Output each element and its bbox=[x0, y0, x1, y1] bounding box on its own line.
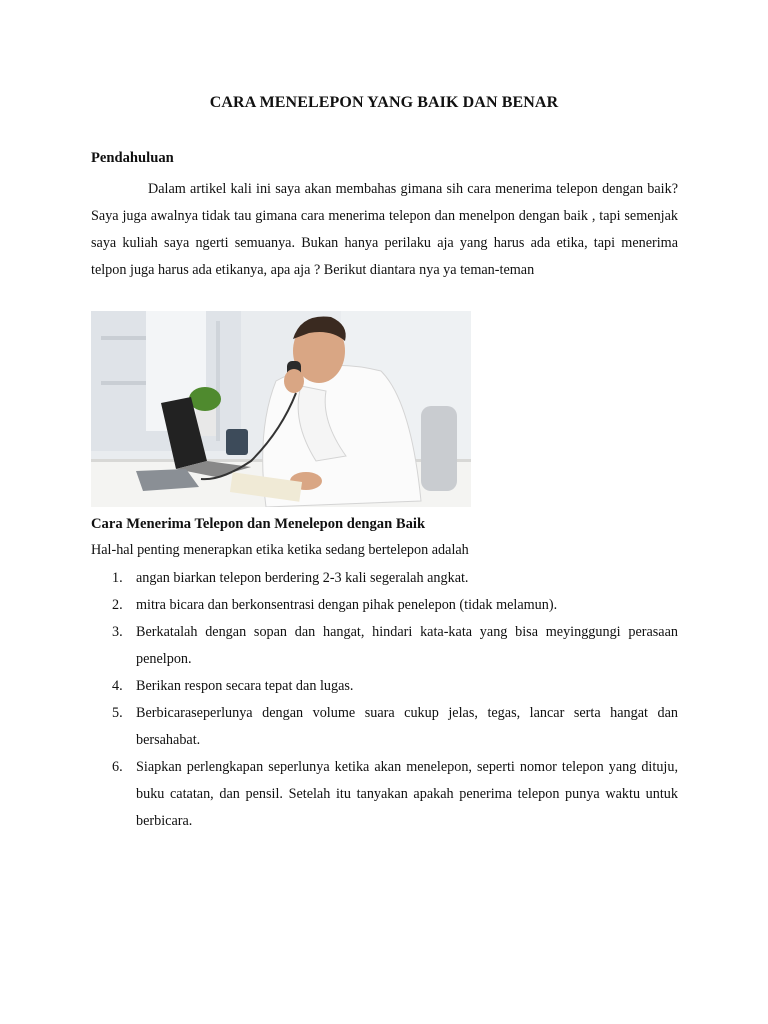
list-item bbox=[91, 592, 678, 619]
list-item bbox=[91, 700, 678, 754]
list-number: 5. bbox=[112, 705, 123, 721]
list-item-text: angan biarkan telepon berdering 2-3 kali segeralah angkat. bbox=[136, 570, 469, 586]
list-number: 2. bbox=[112, 597, 123, 613]
etiquette-list bbox=[91, 565, 678, 835]
list-item bbox=[91, 754, 678, 835]
list-item-text: Berbicaraseperlunya dengan volume suara cukup jelas, tegas, lancar serta hangat dan bersahabat. bbox=[136, 705, 678, 748]
section-heading-cara-menerima: Cara Menerima Telepon dan Menelepon dengan Baik bbox=[91, 516, 426, 532]
list-item-text: Berkatalah dengan sopan dan hangat, hindari kata-kata yang bisa meyinggungi perasaan penelpon. bbox=[136, 624, 678, 667]
section-heading-pendahuluan: Pendahuluan bbox=[91, 150, 174, 166]
list-number: 1. bbox=[112, 570, 123, 586]
intro-paragraph: Dalam artikel kali ini saya akan membahas gimana sih cara menerima telepon dengan baik? Saya juga awalnya tidak tau gimana cara menerima telepon dan menelpon dengan baik , tapi semenjak saya kuliah saya ngerti semuanya. Bukan hanya perilaku aja yang harus ada etika, tapi menerima telpon juga harus ada etikanya, apa aja ? Berikut diantara nya ya teman-teman bbox=[91, 181, 678, 278]
list-number: 3. bbox=[112, 624, 123, 640]
list-item-text: Siapkan perlengkapan seperlunya ketika akan menelepon, seperti nomor telepon yang dituju, buku catatan, dan pensil. Setelah itu tanyakan apakah penerima telepon punya waktu untuk berbicara. bbox=[136, 759, 678, 829]
list-item bbox=[91, 619, 678, 673]
man-on-phone-photo bbox=[91, 311, 471, 507]
list-number: 6. bbox=[112, 759, 123, 775]
list-item bbox=[91, 565, 678, 592]
list-intro-text: Hal-hal penting menerapkan etika ketika sedang bertelepon adalah bbox=[91, 542, 469, 558]
list-item-text: Berikan respon secara tepat dan lugas. bbox=[136, 678, 354, 694]
list-item-text: mitra bicara dan berkonsentrasi dengan pihak penelepon (tidak melamun). bbox=[136, 597, 558, 613]
list-item bbox=[91, 673, 678, 700]
list-number: 4. bbox=[112, 678, 123, 694]
document-title: CARA MENELEPON YANG BAIK DAN BENAR bbox=[209, 94, 559, 111]
